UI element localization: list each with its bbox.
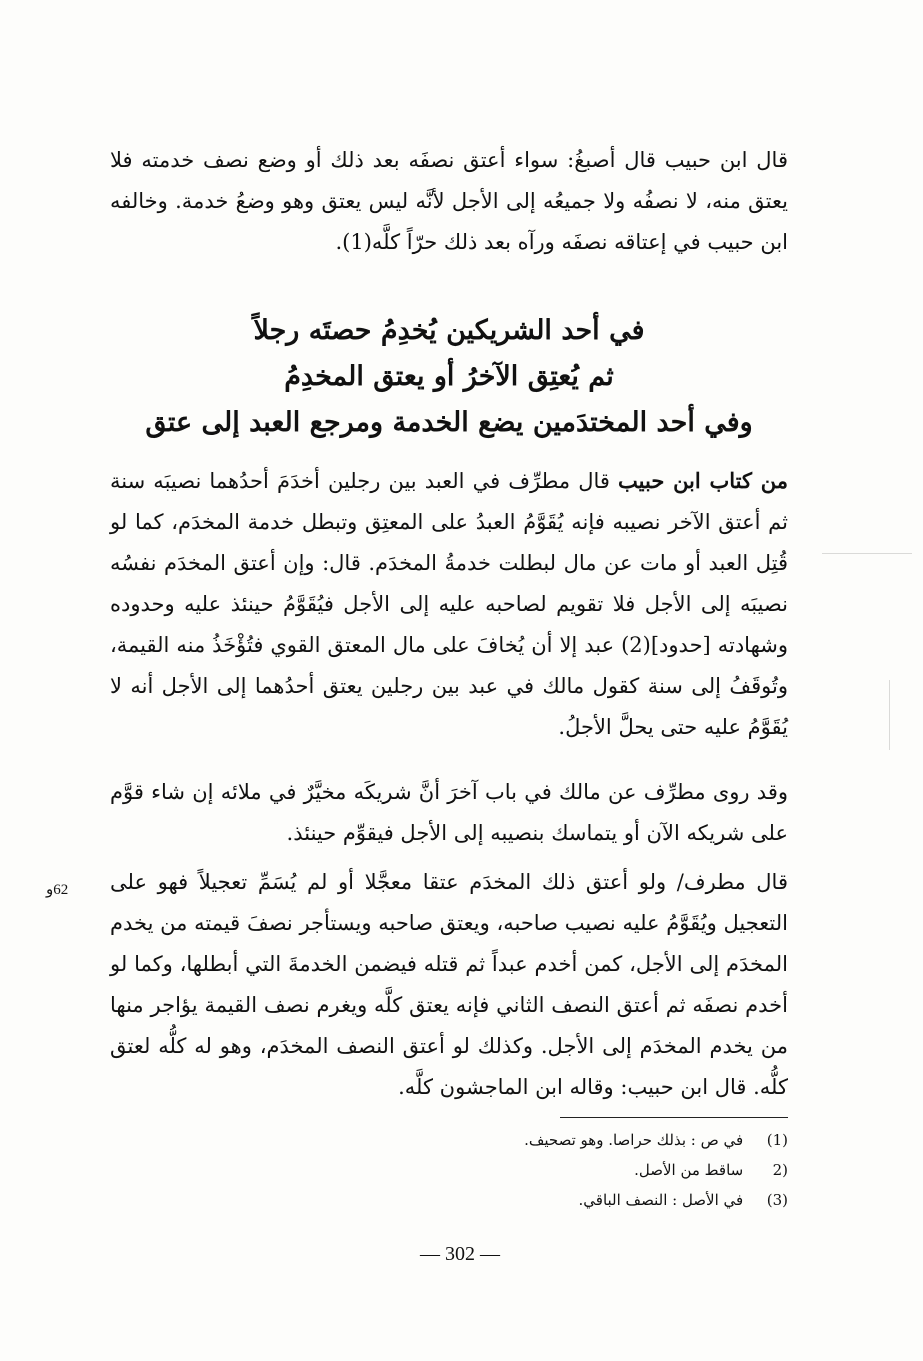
footnote bbox=[400, 1156, 788, 1184]
heading-line-2: ثم يُعتِق الآخرُ أو يعتق المخدِمُ bbox=[284, 361, 614, 392]
footnote-number: (1) bbox=[766, 1131, 788, 1149]
section-heading bbox=[110, 308, 788, 446]
source-lead: من كتاب ابن حبيب bbox=[618, 468, 788, 493]
paragraph-2: وقد روى مطرِّف عن مالك في باب آخرَ أنَّ شريكَه مخيَّرٌ في ملائه إن شاء قوَّم على شريكه الآن أو يتماسك بنصيبه إلى الأجل فيقوِّم حينئذ. bbox=[110, 780, 788, 845]
footnote-number: (3) bbox=[766, 1191, 788, 1209]
paragraph-3: قال مطرف/ ولو أعتق ذلك المخدَم عتقا معجَّلا أو لم يُسَمِّ تعجيلاً فهو على التعجيل ويُقَوَّمُ عليه نصيب صاحبه، ويعتق صاحبه ويستأجر نصفَ قيمته من يخدم المخدَم إلى الأجل، كمن أخدم عبداً ثم قتله فيضمن الخدمةَ التي أبطلها، وكما لو أخدم نصفَه ثم أعتق النصف الثاني فإنه يعتق كلَّه ويغرم نصف القيمة يؤاجر منها من يخدم المخدَم إلى الأجل. وكذلك لو أعتق النصف المخدَم، وهو له كلُّه لعتق كلُّه. قال ابن حبيب: وقاله ابن الماجشون كلَّه. bbox=[110, 870, 788, 1099]
page-number: — 302 — bbox=[420, 1243, 500, 1265]
footnote-text: في ص : بذلك حراصا. وهو تصحيف. bbox=[524, 1131, 744, 1149]
footnote-separator bbox=[560, 1117, 788, 1118]
footnote bbox=[400, 1186, 788, 1214]
paragraph-1-body: قال مطرِّف في العبد بين رجلين أخدَمَ أحدُهما نصيبَه سنة ثم أعتق الآخر نصيبه فإنه يُقَوَّمُ العبدُ على المعتِق وتبطل خدمة المخدَم، كما لو قُتِل العبد أو مات عن مال لبطلت خدمةُ المخدَم. قال: وإن أعتق المخدَم نفسُه نصيبَه إلى الأجل فلا تقويم لصاحبه عليه إلى الأجل فيُقَوَّمُ حينئذ عليه وحدوده وشهادته [حدود](2) عبد إلا أن يُخافَ على مال المعتق القوي فتُؤْخَذُ منه القيمة، وتُوقَفُ إلى سنة كقول مالك في عبد بين رجلين يعتق أحدُهما إلى الأجل أنه لا يُقَوَّمُ عليه حتى يحلَّ الأجلُ. bbox=[110, 469, 788, 739]
paragraph-1 bbox=[110, 460, 788, 748]
footnote-number: (2 bbox=[772, 1161, 788, 1179]
folio-margin-note: 62و bbox=[46, 882, 69, 898]
intro-paragraph: قال ابن حبيب قال أصبغُ: سواء أعتق نصفَه بعد ذلك أو وضع نصف خدمته فلا يعتق منه، لا نصفُه ولا جميعُه إلى الأجل لأنَّه ليس يعتق وهو وضعُ خدمة. وخالفه ابن حبيب في إعتاقه نصفَه ورآه بعد ذلك حرّاً كلَّه(1). bbox=[110, 148, 788, 254]
heading-line-3: وفي أحد المختدَمين يضع الخدمة ومرجع العبد إلى عتق bbox=[145, 407, 753, 438]
footnote-text: في الأصل : النصف الباقي. bbox=[578, 1191, 744, 1209]
scan-artifact bbox=[822, 553, 912, 554]
footnote-text: ساقط من الأصل. bbox=[634, 1161, 744, 1179]
scan-artifact bbox=[889, 680, 890, 750]
heading-line-1: في أحد الشريكين يُخدِمُ حصتَه رجلاً bbox=[253, 315, 645, 346]
footnote bbox=[400, 1126, 788, 1154]
